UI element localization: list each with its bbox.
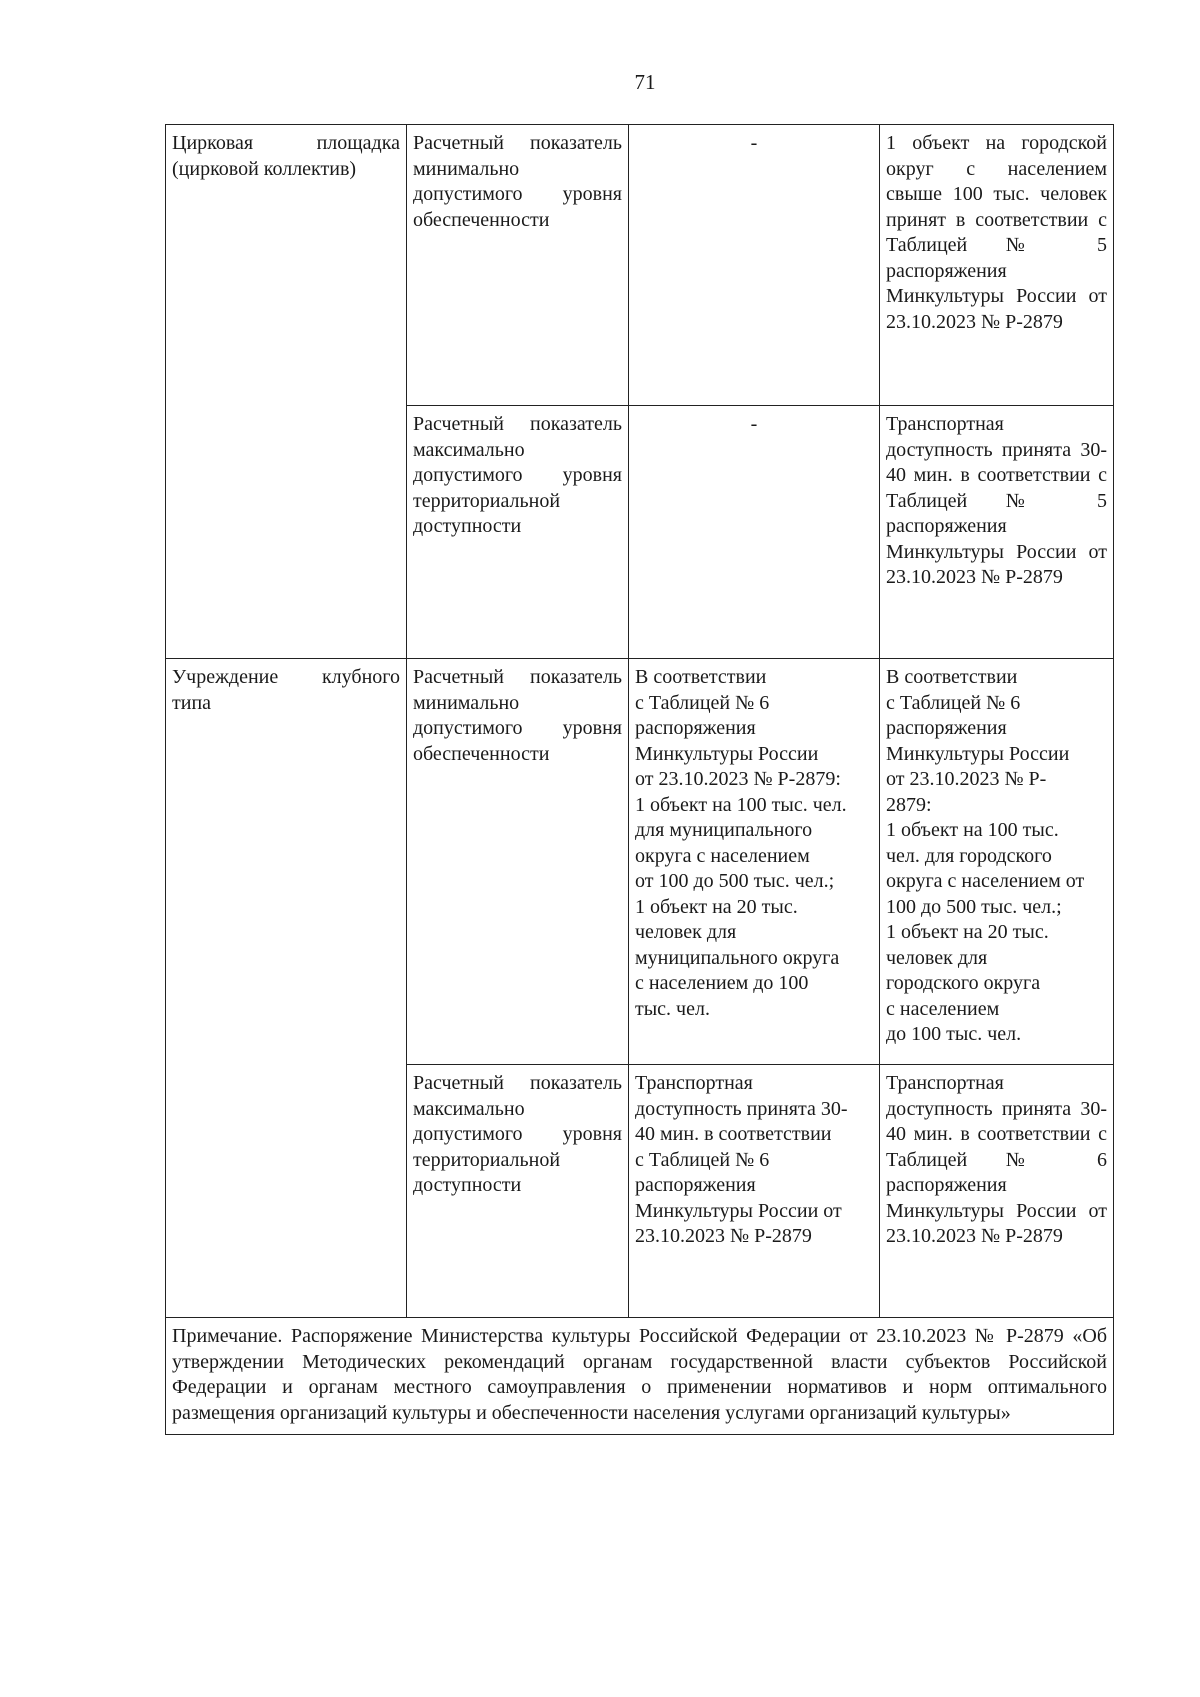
value-text: Транспортная доступность принята 30- 40 мин. в соответствии с Таблицей № 6 распоряжения Минкультуры России от 23.10.2023 № Р-2879 — [635, 1072, 848, 1247]
indicator-text: Расчетный показатель минимально допустимого уровня обеспеченности — [413, 132, 622, 231]
indicator-text: Расчетный показатель максимально допустимого уровня территориальной доступности — [413, 413, 622, 537]
norms-table — [165, 124, 1114, 1435]
value-text: - — [750, 132, 758, 154]
value-text: Транспортная доступность принята 30-40 мин. в соответствии с Таблицей № 6 распоряжения Минкультуры России от 23.10.2023 № Р-2879 — [886, 1072, 1107, 1247]
value-text: В соответствии с Таблицей № 6 распоряжения Минкультуры России от 23.10.2023 № Р-2879: 1 объект на 100 тыс. чел. для муниципального округа с населением от 100 до 500 тыс. чел.; 1 объект на 20 тыс. человек для муниципального округа с населением до 100 тыс. чел. — [635, 666, 847, 1020]
object-cell — [166, 659, 407, 1318]
table-row — [166, 125, 1114, 406]
table-row — [166, 659, 1114, 1065]
note-text: Примечание. Распоряжение Министерства культуры Российской Федерации от 23.10.2023 № Р-2879 «Об утверждении Методических рекомендаций органам государственной власти субъектов Российской Федерации и органам местного самоуправления о применении нормативов и норм оптимального размещения организаций культуры и обеспеченности населения услугами организаций культуры» — [172, 1325, 1107, 1424]
indicator-text: Расчетный показатель максимально допустимого уровня территориальной доступности — [413, 1072, 622, 1196]
value-cell — [629, 1065, 880, 1318]
value-text: В соответствии с Таблицей № 6 распоряжения Минкультуры России от 23.10.2023 № Р- 2879: 1 объект на 100 тыс. чел. для городского округа с населением от 100 до 500 тыс. чел.; 1 объект на 20 тыс. человек для городского округа с населением до 100 тыс. чел. — [886, 666, 1085, 1045]
page-number: 71 — [634, 70, 656, 94]
object-name: Учреждение клубного типа — [172, 666, 400, 714]
table-row — [166, 1318, 1114, 1435]
indicator-cell — [407, 406, 629, 659]
value-cell — [629, 659, 880, 1065]
indicator-cell — [407, 1065, 629, 1318]
indicator-cell — [407, 659, 629, 1065]
value-text: 1 объект на городской округ с населением свыше 100 тыс. человек принят в соответствии с Таблицей № 5 распоряжения Минкультуры России от 23.10.2023 № Р-2879 — [886, 132, 1107, 333]
value-cell — [880, 406, 1114, 659]
value-text: - — [750, 413, 758, 435]
indicator-text: Расчетный показатель минимально допустимого уровня обеспеченности — [413, 666, 622, 765]
value-text: Транспортная доступность принята 30-40 мин. в соответствии с Таблицей № 5 распоряжения Минкультуры России от 23.10.2023 № Р-2879 — [886, 413, 1107, 588]
value-cell — [629, 406, 880, 659]
note-cell — [166, 1318, 1114, 1435]
value-cell — [880, 125, 1114, 406]
value-cell — [629, 125, 880, 406]
object-name: Цирковая площадка (цирковой коллектив) — [172, 132, 400, 180]
value-cell — [880, 659, 1114, 1065]
indicator-cell — [407, 125, 629, 406]
object-cell — [166, 125, 407, 659]
value-cell — [880, 1065, 1114, 1318]
